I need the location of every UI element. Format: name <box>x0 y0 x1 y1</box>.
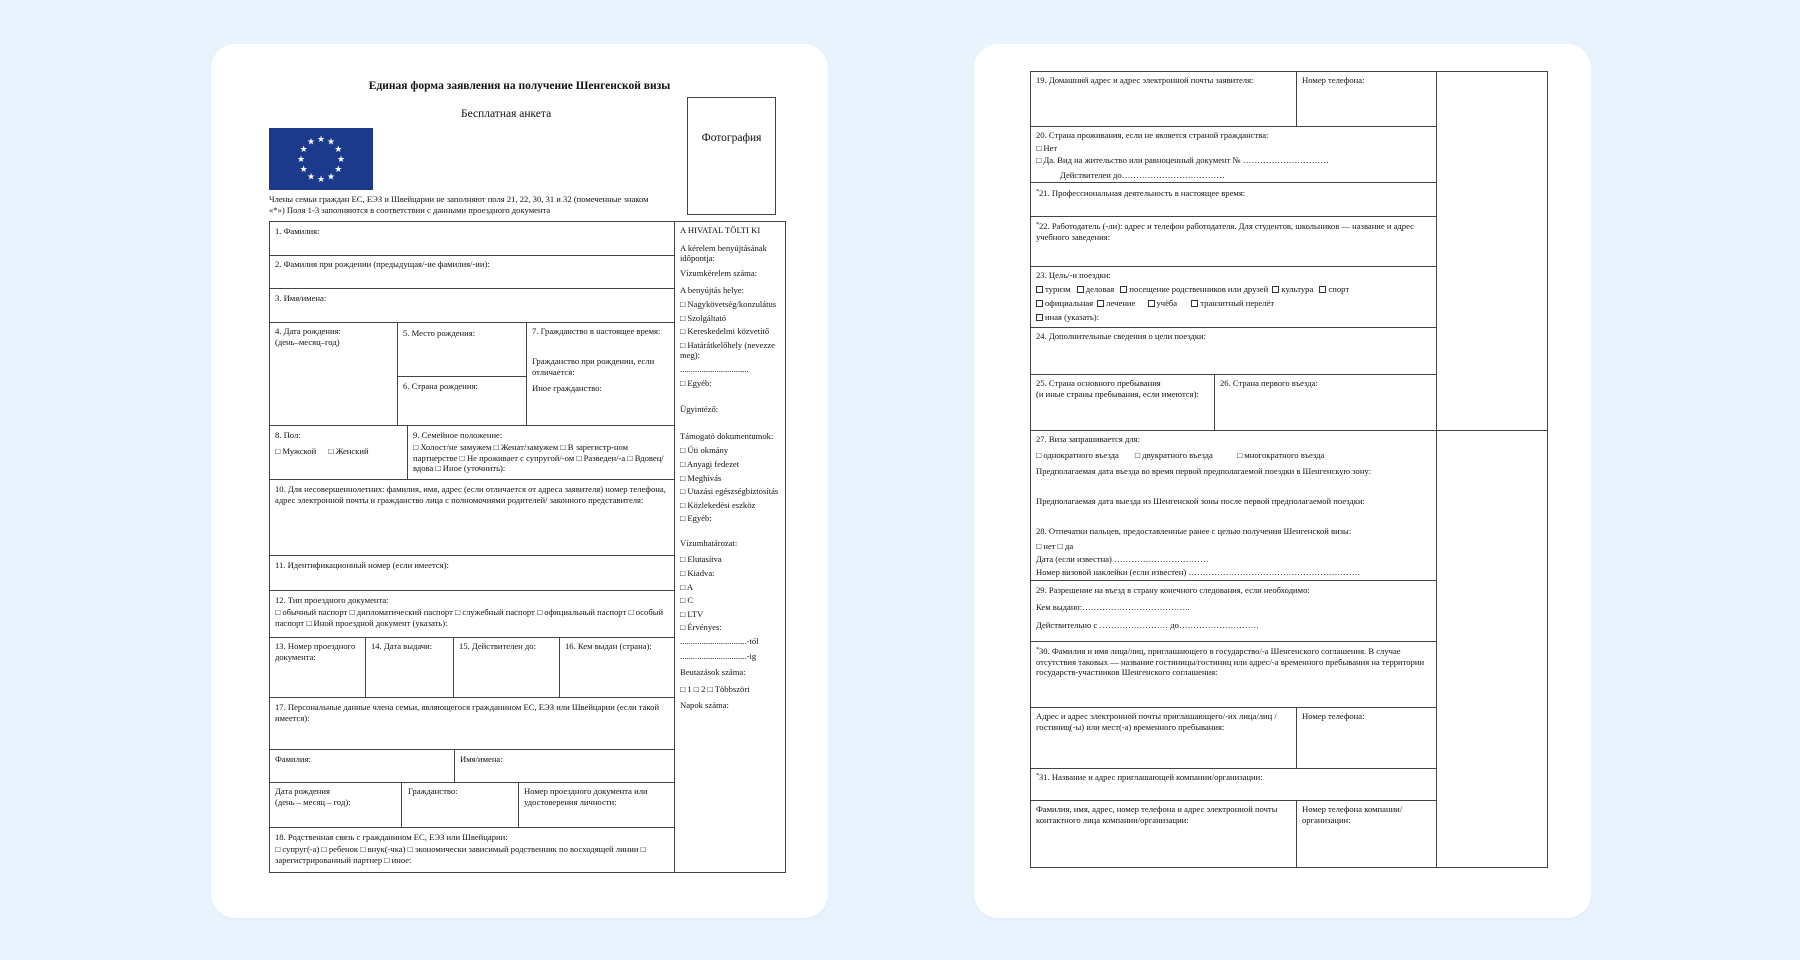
office-use-column <box>680 225 784 711</box>
field-28-sticker[interactable]: Номер визовой наклейки (если известен) …………………………………………………… <box>1036 567 1361 577</box>
office-side-3: A benyújtás helye: <box>680 285 744 296</box>
office-side-11: Támogató dokumentumok: <box>680 430 774 441</box>
field-13-doc-number[interactable]: 13. Номер проездного документа: <box>275 641 356 662</box>
purpose-culture[interactable]: культура <box>1281 284 1314 294</box>
field-28-fingerprints: 28. Отпечатки пальцев, предоставленные ранее с целью получения Шенгенской визы: <box>1036 526 1352 536</box>
office-side-0: A HIVATAL TÖLTI KI <box>680 225 761 235</box>
sex-male-label[interactable]: Мужской <box>282 446 317 456</box>
field-21-profession[interactable]: *21. Профессиональная деятельность в настоящее время: <box>1036 188 1246 198</box>
field-4-dob[interactable]: 4. Дата рождения: (день–месяц–год) <box>275 326 341 347</box>
doc-type-options[interactable]: □ обычный паспорт □ дипломатический паспорт □ служебный паспорт □ официальный паспорт □ особый паспорт □ Иной проездной документ (указать): <box>275 607 664 628</box>
entry-multiple[interactable]: □ многократного въезда <box>1236 450 1325 460</box>
office-side-18: Vízumhatározat: <box>680 537 738 548</box>
purpose-transit[interactable]: транзитный перелёт <box>1200 298 1275 308</box>
office-side-2: Vízumkérelem száma: <box>680 267 758 278</box>
eu-star-icon: ★ <box>296 154 306 164</box>
photo-box[interactable] <box>687 97 776 215</box>
office-side-25: ...............................-tól <box>680 636 759 647</box>
field-20-residence: 20. Страна проживания, если не является страной гражданства: <box>1036 130 1269 140</box>
field-17-citizenship[interactable]: Гражданство: <box>408 786 458 796</box>
field-5-birthplace[interactable]: 5. Место рождения: <box>403 328 476 338</box>
eu-star-icon: ★ <box>306 136 316 147</box>
field-6-birth-country[interactable]: 6. Страна рождения: <box>403 381 478 391</box>
field-11-id-number[interactable]: 11. Идентификационный номер (если имеется): <box>275 560 449 570</box>
eu-star-icon: ★ <box>334 144 343 154</box>
eu-star-icon: ★ <box>336 154 346 164</box>
office-side-6[interactable]: □ Kereskedelmi közvetítő <box>680 326 770 337</box>
office-side-24[interactable]: □ Érvényes: <box>680 622 722 633</box>
eu-star-icon: ★ <box>299 164 308 174</box>
office-side-19[interactable]: □ Elutasítva <box>680 554 722 565</box>
field-14-issue-date[interactable]: 14. Дата выдачи: <box>371 641 433 651</box>
office-side-13[interactable]: □ Anyagi fedezet <box>680 458 740 469</box>
office-side-10: Ügyintéző: <box>680 404 719 415</box>
field-8-sex: 8. Пол: <box>275 430 301 440</box>
office-side-4[interactable]: □ Nagykövetség/konzulátus <box>680 298 777 309</box>
field-27-departure[interactable]: Предполагаемая дата выезда из Шенгенской зоны после первой предполагаемой поездки: <box>1036 496 1365 506</box>
office-side-23[interactable]: □ LTV <box>680 608 704 619</box>
office-side-29: Napok száma: <box>680 700 729 711</box>
purpose-visit[interactable]: посещение родственников или друзей <box>1129 284 1269 294</box>
field-12-doc-type: 12. Тип проездного документа: <box>275 595 389 605</box>
field-7-citizenship-at-birth[interactable]: Гражданство при рождении, если отличается: <box>532 356 655 377</box>
form-subtitle: Бесплатная анкета <box>461 108 552 120</box>
field-31-company[interactable]: *31. Название и адрес приглашающей компании/организации: <box>1036 772 1263 782</box>
field-16-issued-by[interactable]: 16. Кем выдан (страна): <box>565 641 652 651</box>
field-22-label: 22. Работодатель (-ли): адрес и телефон работодателя. Для студентов, школьников — название и адрес учебного заведения: <box>1036 221 1414 242</box>
eu-family-note: Члены семьи граждан ЕС, ЕЭЗ и Швейцарии не заполняют поля 21, 22, 30, 31 и 32 (помеченные знаком «*») Поля 1-3 заполняются в соответствии с данными проездного документа <box>269 194 649 215</box>
field-17-eu-family: 17. Персональные данные члена семьи, являющегося гражданином ЕС, ЕЭЗ или Швейцарии (если такой имеется): <box>275 702 660 723</box>
sex-female-label[interactable]: Женский <box>335 446 369 456</box>
field-21-label: 21. Профессиональная деятельность в настоящее время: <box>1039 188 1246 198</box>
field-17-doc-number[interactable]: Номер проездного документа или удостоверения личности: <box>524 786 648 807</box>
purpose-row-1[interactable] <box>1036 284 1349 295</box>
office-side-22[interactable]: □ C <box>680 595 694 606</box>
field-26-first-entry[interactable]: 26. Страна первого въезда: <box>1220 378 1318 388</box>
eu-star-icon: ★ <box>299 144 308 154</box>
eu-star-icon: ★ <box>306 171 316 182</box>
office-side-27: Beutazások száma: <box>680 667 746 678</box>
form-page-2 <box>974 44 1591 918</box>
purpose-tourism[interactable]: туризм <box>1045 284 1071 294</box>
field-22-employer[interactable]: *22. Работодатель (-ли): адрес и телефон работодателя. Для студентов, школьников — название и адрес учебного заведения: <box>1036 221 1414 242</box>
office-side-21[interactable]: □ A <box>680 581 694 592</box>
field-9-marital: 9. Семейное положение: <box>413 430 503 440</box>
office-side-17[interactable]: □ Egyéb: <box>680 513 712 524</box>
field-29-issued-by[interactable]: Кем выдано:……………………………….. <box>1036 602 1190 612</box>
form-title: Единая форма заявления на получение Шенгенской визы <box>368 80 671 92</box>
purpose-business[interactable]: деловая <box>1085 284 1115 294</box>
sex-options[interactable]: □ Мужской □ Женский <box>275 446 369 456</box>
office-side-1: A kérelem benyújtásának időpontja: <box>680 242 767 264</box>
field-31-phone[interactable]: Номер телефона компании/организации: <box>1302 804 1403 825</box>
eu-star-icon: ★ <box>334 164 343 174</box>
field-30-phone[interactable]: Номер телефона: <box>1302 711 1365 721</box>
field-20-yes[interactable]: □ Да. Вид на жительство или равноценный документ № ………………………… <box>1036 155 1329 165</box>
eu-star-icon: ★ <box>326 136 336 147</box>
entry-double[interactable]: □ двукратного въезда <box>1134 450 1213 460</box>
form-page-1 <box>211 44 828 918</box>
field-17-name[interactable]: Имя/имена: <box>460 754 503 764</box>
field-30-address[interactable]: Адрес и адрес электронной почты приглашающего/-их лица/лиц / гостиниц(-ы) или мест(-а) временного пребывания: <box>1036 711 1277 732</box>
field-30-label: 30. Фамилия и имя лица/лиц, приглашающего в государство/-а Шенгенского соглашения. В случае отсутствия таковых — название гостиницы/гостиниц или адрес/-а временного пребывания на территории государств-участников Шенгенского соглашения: <box>1036 646 1425 678</box>
field-19-address[interactable]: 19. Домашний адрес и адрес электронной почты заявителя: <box>1036 75 1254 85</box>
purpose-medical[interactable]: лечение <box>1106 298 1136 308</box>
field-17-surname[interactable]: Фамилия: <box>275 754 311 764</box>
office-side-28[interactable]: □ 1 □ 2 □ Többszöri <box>680 683 750 694</box>
eu-flag-icon <box>269 128 373 190</box>
purpose-row-2[interactable] <box>1036 298 1274 309</box>
entry-single[interactable]: □ однократного въезда <box>1036 450 1119 460</box>
field-7-other-citizenship[interactable]: Иное гражданство: <box>532 383 602 393</box>
marital-options[interactable]: □ Холост/не замужем □ Женат/замужем □ В зарегистр-ном партнерстве □ Не проживает с супругой/-ом □ Разведен/-а □ Вдовец/вдова □ Иное (уточнить): <box>413 442 664 474</box>
office-side-9[interactable]: □ Egyéb: <box>680 377 712 388</box>
purpose-study[interactable]: учёба <box>1156 298 1178 308</box>
office-side-7[interactable]: □ Határátkelőhely (nevezze meg): <box>680 339 775 361</box>
field-20-valid[interactable]: Действителен до……………………………… <box>1060 170 1225 180</box>
office-side-14[interactable]: □ Meghívás <box>680 472 722 483</box>
office-side-26: ...............................-ig <box>680 650 757 661</box>
field-29-valid[interactable]: Действительно с …………………… до………………………. <box>1036 620 1259 630</box>
field-7-citizenship[interactable]: 7. Гражданство в настоящее время: <box>532 326 661 336</box>
field-18-relation: 18. Родственная связь с гражданином ЕС, ЕЭЗ или Швейцарии: <box>275 832 508 842</box>
field-25-main-country[interactable]: 25. Страна основного пребывания (и иные страны пребывания, если имеются): <box>1036 378 1199 399</box>
field-24-additional[interactable]: 24. Дополнительные сведения о цели поездки: <box>1036 331 1207 341</box>
field-10-guardian[interactable]: 10. Для несовершеннолетних: фамилия, имя, адрес (если отличается от адреса заявителя) номер телефона, адрес электронной почты и гражданство лица с полномочиями родителей/ законного представителя: <box>275 484 666 505</box>
entry-options[interactable] <box>1036 450 1324 461</box>
relation-options[interactable]: □ супруг(-а) □ ребенок □ внук(-чка) □ экономически зависимый родственник по восходящей линии □ зарегистрированный партнер □ иное: <box>275 844 646 865</box>
field-1-surname[interactable]: 1. Фамилия: <box>275 226 320 236</box>
eu-star-icon: ★ <box>316 174 326 184</box>
photo-label: Фотография <box>701 132 762 144</box>
purpose-official[interactable]: официальная <box>1045 298 1094 308</box>
field-27-arrival[interactable]: Предполагаемая дата въезда во время первой предполагаемой поездки в Шенгенскую зону: <box>1036 466 1371 476</box>
field-20-no[interactable]: □ Нет <box>1036 143 1058 153</box>
field-31-contact[interactable]: Фамилия, имя, адрес, номер телефона и адрес электронной почты контактного лица компании/организации: <box>1036 804 1278 825</box>
office-side-8: ................................ <box>680 363 749 374</box>
field-2-birth-surname[interactable]: 2. Фамилия при рождении (предыдущая/-ие фамилия/-ии): <box>275 259 490 269</box>
field-30-inviting[interactable]: *30. Фамилия и имя лица/лиц, приглашающего в государство/-а Шенгенского соглашения. В случае отсутствия таковых — название гостиницы/гостиниц или адрес/-а временного пребывания на территории государств-участников Шенгенского соглашения: <box>1036 646 1425 678</box>
field-19-phone[interactable]: Номер телефона: <box>1302 75 1365 85</box>
field-29-permit: 29. Разрешение на въезд в страну конечного следования, если необходимо: <box>1036 585 1310 595</box>
field-23-purpose: 23. Цель/-и поездки: <box>1036 270 1111 280</box>
eu-star-icon: ★ <box>316 134 326 144</box>
field-28-date[interactable]: Дата (если известна) …………………………… <box>1036 554 1209 564</box>
fingerprint-options[interactable]: □ нет □ да <box>1036 541 1074 551</box>
office-side-15[interactable]: □ Utazási egészségbiztosítás <box>680 486 779 497</box>
office-side-12[interactable]: □ Úti okmány <box>680 445 729 456</box>
field-27-visa-type: 27. Виза запрашивается для: <box>1036 434 1140 444</box>
office-side-20[interactable]: □ Kiadva: <box>680 568 715 579</box>
purpose-other[interactable]: иная (указать): <box>1045 312 1100 322</box>
purpose-row-3[interactable] <box>1036 312 1099 323</box>
purpose-sport[interactable]: спорт <box>1328 284 1350 294</box>
office-side-5[interactable]: □ Szolgáltató <box>680 312 727 323</box>
field-15-valid-until[interactable]: 15. Действителен до: <box>459 641 536 651</box>
field-3-name[interactable]: 3. Имя/имена: <box>275 293 327 303</box>
eu-star-icon: ★ <box>326 171 336 182</box>
field-17-dob[interactable]: Дата рождения (день – месяц – год): <box>275 786 351 807</box>
field-31-label: 31. Название и адрес приглашающей компании/организации: <box>1039 772 1263 782</box>
office-side-16[interactable]: □ Közlekedési eszköz <box>680 499 756 510</box>
